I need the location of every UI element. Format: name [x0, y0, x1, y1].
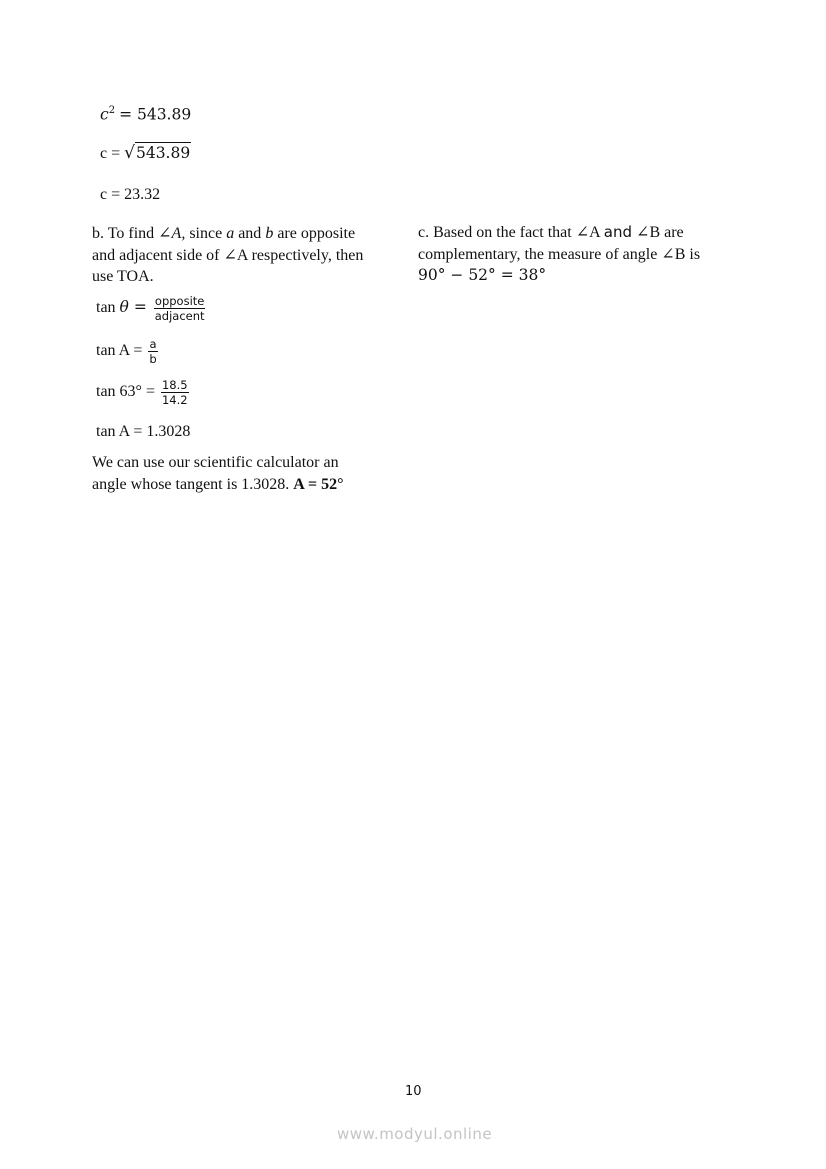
answer-a: A = 52° — [293, 475, 344, 493]
part-b-line-1: b. To find ∠A, since a and b are opposite — [92, 225, 356, 242]
c-result: c = 23.32 — [100, 186, 161, 203]
c-exponent: 2 — [108, 105, 116, 116]
tan-theta-formula: tan θ = $\frac{\text{opposite}}{\text{adjacent}}$ — [96, 294, 205, 323]
conclusion-line-1: We can use our scientific calculator an — [92, 454, 339, 471]
tan-63-equation: tan 63° = $\frac{18.5}{14.2}$ — [96, 378, 188, 407]
part-c-line-1: c. Based on the fact that ∠A and ∠B are — [418, 223, 684, 241]
values-fraction: $\frac{18.5}{14.2}$ — [161, 378, 188, 407]
c-squared-value: = 543.89 — [119, 105, 192, 124]
tan-a-formula: tan A = $\frac{a}{b}$ — [96, 337, 157, 366]
tan-a-value: tan A = 1.3028 — [96, 423, 191, 440]
c-squared-equation — [100, 100, 191, 125]
conclusion-line-2: angle whose tangent is 1.3028. A = 52° — [92, 475, 344, 493]
radical-icon: √ — [124, 143, 135, 163]
part-b-conclusion — [92, 452, 392, 495]
page-number: 10 — [405, 1084, 422, 1099]
part-c — [418, 222, 738, 287]
c-sqrt-lhs: c = — [100, 145, 121, 162]
c-variable: c — [100, 105, 109, 124]
c-sqrt-equation — [100, 142, 191, 164]
part-b-intro — [92, 223, 392, 288]
part-c-line-2: complementary, the measure of angle ∠B is — [418, 245, 701, 263]
part-b-line-2: and adjacent side of ∠A respectively, then — [92, 246, 364, 264]
part-c-line-3: 90° − 52° = 38° — [418, 266, 547, 284]
opposite-over-adjacent-fraction: $\frac{\text{opposite}}{\text{adjacent}}$ — [154, 294, 205, 323]
part-b-line-3: use TOA. — [92, 268, 154, 285]
watermark: www.modyul.online — [337, 1125, 493, 1143]
radicand: 543.89 — [135, 144, 191, 162]
a-over-b-fraction: $\frac{a}{b}$ — [149, 337, 157, 366]
square-root — [124, 142, 191, 162]
